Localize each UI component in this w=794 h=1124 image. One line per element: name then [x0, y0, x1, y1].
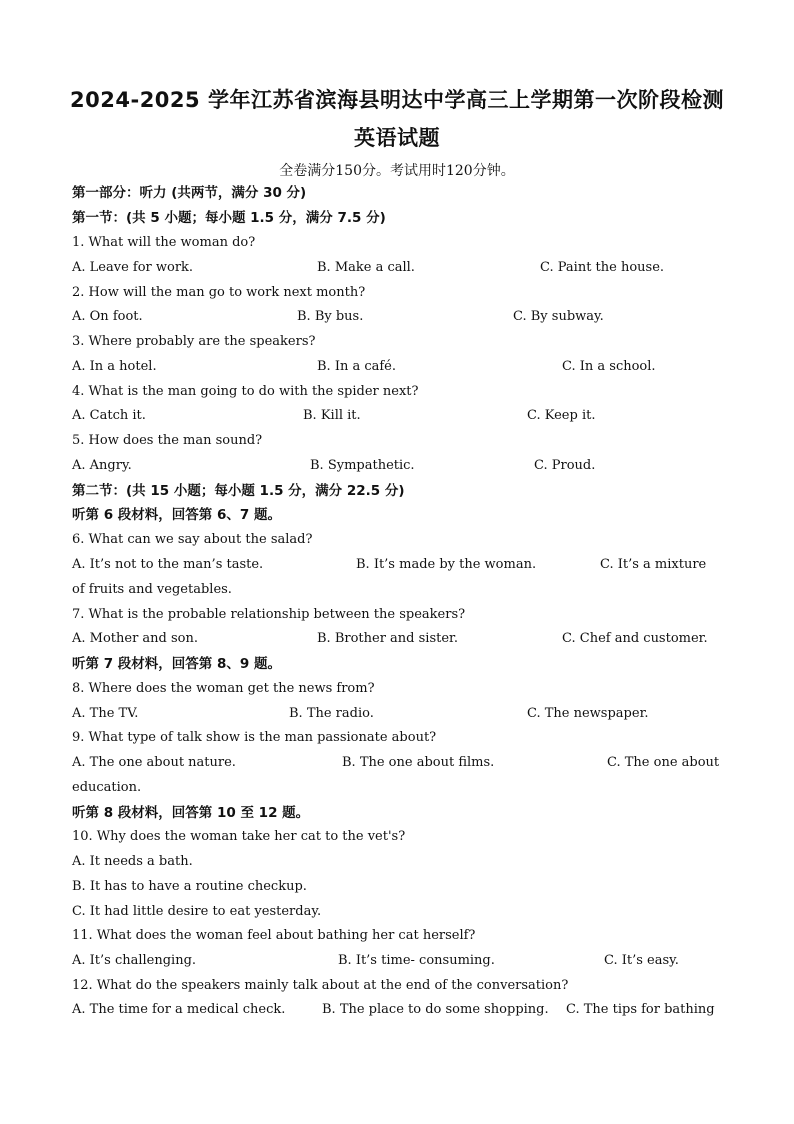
option-a: A. Mother and son. [72, 631, 199, 646]
option-a: A. The time for a medical check. [72, 1002, 286, 1017]
question-10-option-c: C. It had little desire to eat yesterday. [72, 904, 322, 919]
option-c: C. The newspaper. [527, 706, 649, 721]
option-b: B. Make a call. [317, 260, 415, 275]
option-b: B. Sympathetic. [310, 458, 415, 473]
exam-subject-title: 英语试题 [354, 126, 440, 150]
question-10-option-a: A. It needs a bath. [72, 854, 193, 869]
option-a: A. It’s not to the man’s taste. [72, 557, 264, 572]
material-6-header: 听第 6 段材料，回答第 6、7 题。 [72, 507, 281, 523]
option-c: C. By subway. [513, 309, 604, 324]
question-5: 5. How does the man sound? [72, 433, 263, 448]
question-10: 10. Why does the woman take her cat to the vet's? [72, 829, 406, 844]
question-10-option-b: B. It has to have a routine checkup. [72, 879, 307, 894]
option-c: C. In a school. [562, 359, 656, 374]
question-3: 3. Where probably are the speakers? [72, 334, 316, 349]
option-c: C. Keep it. [527, 408, 596, 423]
question-6-options [72, 554, 724, 576]
option-b: B. It’s time- consuming. [338, 953, 495, 968]
question-11-options [72, 950, 722, 972]
option-c: C. Proud. [534, 458, 596, 473]
question-8-options [72, 703, 722, 725]
question-2-options [72, 306, 722, 328]
question-9-options [72, 752, 724, 774]
question-5-options [72, 455, 722, 477]
question-1: 1. What will the woman do? [72, 235, 256, 250]
option-b: B. Kill it. [303, 408, 361, 423]
section1-header: 第一节：(共 5 小题；每小题 1.5 分，满分 7.5 分) [72, 210, 386, 226]
option-a: A. On foot. [72, 309, 143, 324]
question-4-options [72, 405, 722, 427]
option-b: B. It’s made by the woman. [356, 557, 537, 572]
question-4: 4. What is the man going to do with the spider next? [72, 384, 419, 399]
option-a: A. Catch it. [72, 408, 146, 423]
option-a: A. The one about nature. [72, 755, 236, 770]
question-7: 7. What is the probable relationship between the speakers? [72, 607, 466, 622]
question-6-option-c-continued: of fruits and vegetables. [72, 582, 232, 597]
question-2: 2. How will the man go to work next month? [72, 285, 366, 300]
option-b: B. By bus. [297, 309, 364, 324]
material-8-header: 听第 8 段材料，回答第 10 至 12 题。 [72, 805, 310, 821]
question-8: 8. Where does the woman get the news from? [72, 681, 375, 696]
option-b: B. The one about films. [342, 755, 495, 770]
option-c: C. The one about [607, 755, 720, 770]
question-9-option-c-continued: education. [72, 780, 142, 795]
option-c: C. It’s easy. [604, 953, 679, 968]
part1-header: 第一部分：听力 (共两节，满分 30 分) [72, 185, 307, 201]
option-a: A. In a hotel. [72, 359, 157, 374]
exam-title: 2024-2025 学年江苏省滨海县明达中学高三上学期第一次阶段检测 [70, 88, 724, 112]
option-b: B. The place to do some shopping. [322, 1002, 549, 1017]
question-1-options [72, 257, 722, 279]
option-a: A. Angry. [72, 458, 132, 473]
option-a: A. The TV. [72, 706, 139, 721]
option-b: B. In a café. [317, 359, 397, 374]
option-b: B. The radio. [289, 706, 374, 721]
question-12-options [72, 999, 724, 1021]
exam-info: 全卷满分150分。考试用时120分钟。 [279, 163, 515, 179]
option-c: C. Paint the house. [540, 260, 665, 275]
material-7-header: 听第 7 段材料，回答第 8、9 题。 [72, 656, 281, 672]
question-11: 11. What does the woman feel about bathing her cat herself? [72, 928, 476, 943]
option-b: B. Brother and sister. [317, 631, 458, 646]
question-9: 9. What type of talk show is the man passionate about? [72, 730, 437, 745]
option-a: A. Leave for work. [72, 260, 194, 275]
question-6: 6. What can we say about the salad? [72, 532, 313, 547]
section2-header: 第二节：(共 15 小题；每小题 1.5 分，满分 22.5 分) [72, 483, 405, 499]
question-3-options [72, 356, 722, 378]
option-c: C. It’s a mixture [600, 557, 707, 572]
option-a: A. It’s challenging. [72, 953, 197, 968]
question-7-options [72, 628, 722, 650]
option-c: C. Chef and customer. [562, 631, 708, 646]
question-12: 12. What do the speakers mainly talk about at the end of the conversation? [72, 978, 569, 993]
option-c: C. The tips for bathing [566, 1002, 715, 1017]
